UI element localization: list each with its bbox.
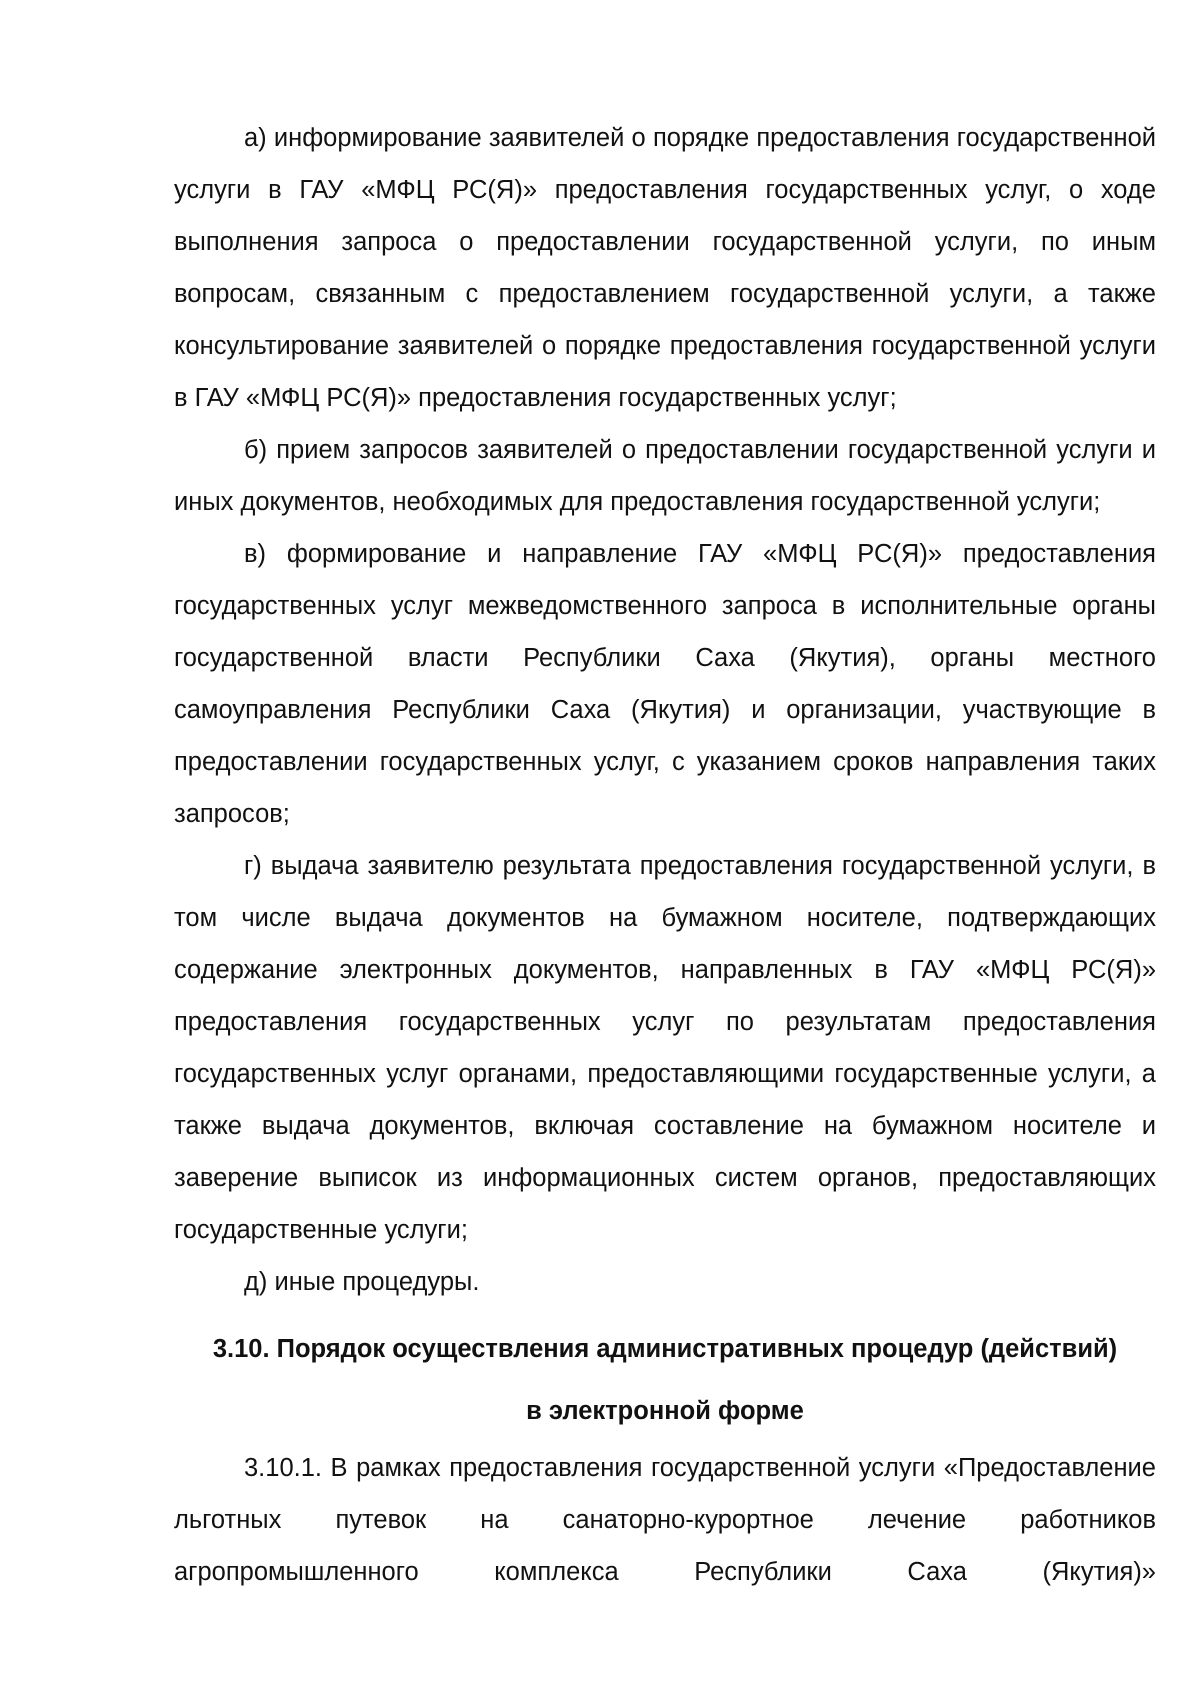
section-heading [174,1318,1156,1442]
document-body [174,112,1156,1598]
paragraph-a: а) информирование заявителей о порядке предоставления государственной услуги в ГАУ «МФЦ РС(Я)» предоставления государственных услуг, о ходе выполнения запроса о предоставлении государственной услуги, по иным вопросам, связанным с предоставлением государственной услуги, а также консультирование заявителей о порядке предоставления государственной услуги в ГАУ «МФЦ РС(Я)» предоставления государственных услуг; [174,124,1156,412]
paragraph-b: б) прием запросов заявителей о предоставлении государственной услуги и иных документов, необходимых для предоставления государственной услуги; [174,436,1156,516]
paragraph-d: д) иные процедуры. [244,1268,480,1296]
section-heading-line-1: 3.10. Порядок осуществления административных процедур (действий) [212,1335,1118,1363]
section-heading-line-2: в электронной форме [526,1397,804,1425]
paragraph-3-10-1: 3.10.1. В рамках предоставления государственной услуги «Предоставление льготных путевок на санаторно-курортное лечение работников агропромышленного комплекса Республики Саха (Якутия)» [174,1454,1156,1586]
paragraph-g: г) выдача заявителю результата предоставления государственной услуги, в том числе выдача документов на бумажном носителе, подтверждающих содержание электронных документов, направленных в ГАУ «МФЦ РС(Я)» предоставления государственных услуг по результатам предоставления государственных услуг органами, предоставляющими государственные услуги, а также выдача документов, включая составление на бумажном носителе и заверение выписок из информационных систем органов, предоставляющих государственные услуги; [174,852,1156,1244]
paragraph-v: в) формирование и направление ГАУ «МФЦ РС(Я)» предоставления государственных услуг межведомственного запроса в исполнительные органы государственной власти Республики Саха (Якутия), органы местного самоуправления Республики Саха (Якутия) и организации, участвующие в предоставлении государственных услуг, с указанием сроков направления таких запросов; [174,540,1156,828]
